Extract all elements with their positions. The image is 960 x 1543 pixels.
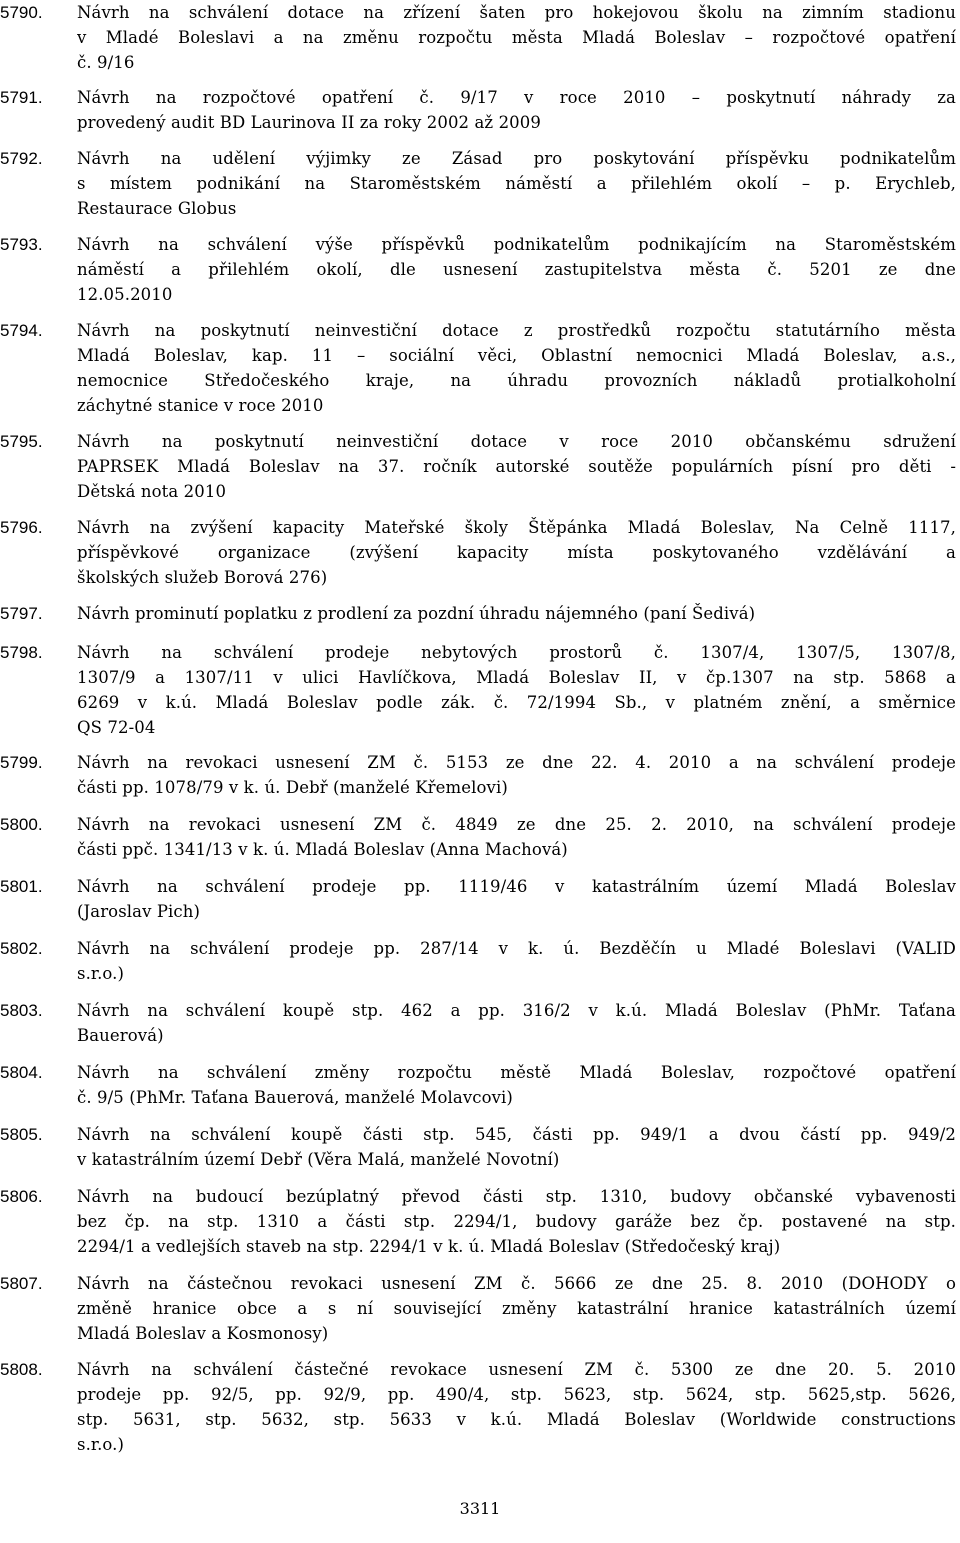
agenda-item-text xyxy=(77,640,956,740)
agenda-item-line: Návrh na schválení koupě části stp. 545, části pp. 949/1 a dvou částí pp. 949/2 xyxy=(77,1125,956,1144)
agenda-item-text xyxy=(77,750,956,800)
agenda-item-line: Restaurace Globus xyxy=(77,199,237,218)
agenda-item-line: příspěvkové organizace (zvýšení kapacity místa poskytovaného vzdělávání a xyxy=(77,543,956,562)
agenda-item xyxy=(0,601,956,626)
agenda-item xyxy=(0,640,956,740)
agenda-item-number: 5806. xyxy=(0,1187,43,1206)
agenda-item-line: části ppč. 1341/13 v k. ú. Mladá Boleslav (Anna Machová) xyxy=(77,840,568,859)
agenda-item-line: Návrh na schválení koupě stp. 462 a pp. 316/2 v k.ú. Mladá Boleslav (PhMr. Taťana xyxy=(77,1001,956,1020)
agenda-item-line: prodeje pp. 92/5, pp. 92/9, pp. 490/4, stp. 5623, stp. 5624, stp. 5625,stp. 5626, xyxy=(77,1385,956,1404)
agenda-item-line: části pp. 1078/79 v k. ú. Debř (manželé Křemelovi) xyxy=(77,778,508,797)
agenda-item-number: 5808. xyxy=(0,1360,43,1379)
agenda-item-line: Návrh na budoucí bezúplatný převod části stp. 1310, budovy občanské vybavenosti xyxy=(77,1187,956,1206)
agenda-item-line: změně hranice obce a s ní související změny katastrální hranice katastrálních území xyxy=(77,1299,956,1318)
agenda-item xyxy=(0,0,956,75)
agenda-item-number: 5796. xyxy=(0,518,43,537)
agenda-item-text xyxy=(77,874,956,924)
agenda-item-line: Návrh na schválení prodeje nebytových prostorů č. 1307/4, 1307/5, 1307/8, xyxy=(77,643,956,662)
agenda-item-line: Návrh na revokaci usnesení ZM č. 5153 ze dne 22. 4. 2010 a na schválení prodeje xyxy=(77,753,956,772)
agenda-item-text xyxy=(77,232,956,307)
agenda-item-text xyxy=(77,146,956,221)
agenda-item-line: Návrh na poskytnutí neinvestiční dotace v roce 2010 občanskému sdružení xyxy=(77,432,956,451)
agenda-item xyxy=(0,998,956,1048)
agenda-item-line: Mladá Boleslav, kap. 11 – sociální věci, Oblastní nemocnici Mladá Boleslav, a.s., xyxy=(77,346,956,365)
agenda-item-line: záchytné stanice v roce 2010 xyxy=(77,396,324,415)
agenda-item xyxy=(0,750,956,800)
agenda-item-line: Návrh na poskytnutí neinvestiční dotace z prostředků rozpočtu statutárního města xyxy=(77,321,956,340)
agenda-item xyxy=(0,85,956,135)
page-number: 3311 xyxy=(459,1499,501,1518)
agenda-item-text xyxy=(77,429,956,504)
agenda-item-text xyxy=(77,1357,956,1457)
agenda-item-line: Bauerová) xyxy=(77,1026,164,1045)
agenda-item xyxy=(0,318,956,418)
agenda-item xyxy=(0,515,956,590)
agenda-item-text xyxy=(77,0,956,75)
agenda-item-text xyxy=(77,936,956,986)
agenda-item-line: Návrh na udělení výjimky ze Zásad pro poskytování příspěvku podnikatelům xyxy=(77,149,956,168)
agenda-item-line: stp. 5631, stp. 5632, stp. 5633 v k.ú. Mladá Boleslav (Worldwide constructions xyxy=(77,1410,956,1429)
agenda-item-line: bez čp. na stp. 1310 a části stp. 2294/1, budovy garáže bez čp. postavené na stp. xyxy=(77,1212,956,1231)
agenda-item-line: Návrh na schválení výše příspěvků podnikatelům podnikajícím na Staroměstském xyxy=(77,235,956,254)
agenda-item-line: Návrh na revokaci usnesení ZM č. 4849 ze dne 25. 2. 2010, na schválení prodeje xyxy=(77,815,956,834)
agenda-item-line: školských služeb Borová 276) xyxy=(77,568,328,587)
agenda-item-line: s.r.o.) xyxy=(77,1435,125,1454)
agenda-item xyxy=(0,232,956,307)
agenda-item-line: č. 9/5 (PhMr. Taťana Bauerová, manželé Molavcovi) xyxy=(77,1088,513,1107)
agenda-item-number: 5794. xyxy=(0,321,43,340)
agenda-item-line: Návrh na schválení prodeje pp. 1119/46 v katastrálním území Mladá Boleslav xyxy=(77,877,956,896)
agenda-item-number: 5792. xyxy=(0,149,43,168)
agenda-item xyxy=(0,874,956,924)
agenda-item-line: Návrh na schválení dotace na zřízení šaten pro hokejovou školu na zimním stadionu xyxy=(77,3,956,22)
agenda-item-number: 5791. xyxy=(0,88,43,107)
agenda-item-number: 5803. xyxy=(0,1001,43,1020)
agenda-item-line: Návrh na schválení změny rozpočtu městě Mladá Boleslav, rozpočtové opatření xyxy=(77,1063,956,1082)
agenda-item xyxy=(0,1357,956,1457)
agenda-item xyxy=(0,1122,956,1172)
agenda-item-text xyxy=(77,812,956,862)
agenda-item xyxy=(0,1060,956,1110)
agenda-item-number: 5799. xyxy=(0,753,43,772)
agenda-item-line: v katastrálním území Debř (Věra Malá, manželé Novotní) xyxy=(77,1150,560,1169)
agenda-item-text xyxy=(77,998,956,1048)
agenda-item-number: 5807. xyxy=(0,1274,43,1293)
agenda-item-line: 2294/1 a vedlejších staveb na stp. 2294/1 v k. ú. Mladá Boleslav (Středočeský kraj) xyxy=(77,1237,781,1256)
agenda-item-number: 5804. xyxy=(0,1063,43,1082)
agenda-item-line: 6269 v k.ú. Mladá Boleslav podle zák. č. 72/1994 Sb., v platném znění, a směrnice xyxy=(77,693,956,712)
agenda-item-line: 1307/9 a 1307/11 v ulici Havlíčkova, Mladá Boleslav II, v čp.1307 na stp. 5868 a xyxy=(77,668,956,687)
agenda-item-text xyxy=(77,515,956,590)
agenda-item-line: Dětská nota 2010 xyxy=(77,482,227,501)
agenda-item-line: nemocnice Středočeského kraje, na úhradu provozních nákladů protialkoholní xyxy=(77,371,956,390)
agenda-item-line: v Mladé Boleslavi a na změnu rozpočtu města Mladá Boleslav – rozpočtové opatření xyxy=(77,28,956,47)
agenda-item xyxy=(0,936,956,986)
agenda-item-line: Návrh na částečnou revokaci usnesení ZM č. 5666 ze dne 25. 8. 2010 (DOHODY o xyxy=(77,1274,956,1293)
agenda-item-number: 5800. xyxy=(0,815,43,834)
agenda-item xyxy=(0,1184,956,1259)
agenda-item-line: Návrh na rozpočtové opatření č. 9/17 v roce 2010 – poskytnutí náhrady za xyxy=(77,88,956,107)
agenda-item-text xyxy=(77,1271,956,1346)
agenda-item-line: PAPRSEK Mladá Boleslav na 37. ročník autorské soutěže populárních písní pro děti - xyxy=(77,457,956,476)
agenda-item xyxy=(0,812,956,862)
agenda-item-line: Návrh na zvýšení kapacity Mateřské školy Štěpánka Mladá Boleslav, Na Celně 1117, xyxy=(77,518,956,537)
agenda-item-line: Návrh na schválení částečné revokace usnesení ZM č. 5300 ze dne 20. 5. 2010 xyxy=(77,1360,956,1379)
agenda-item-line: 12.05.2010 xyxy=(77,285,173,304)
agenda-item-number: 5793. xyxy=(0,235,43,254)
agenda-item xyxy=(0,1271,956,1346)
agenda-item-number: 5795. xyxy=(0,432,43,451)
agenda-item-line: provedený audit BD Laurinova II za roky 2002 až 2009 xyxy=(77,113,541,132)
agenda-item-line: Návrh prominutí poplatku z prodlení za pozdní úhradu nájemného (paní Šedivá) xyxy=(77,604,756,623)
agenda-item-line: s místem podnikání na Staroměstském náměstí a přilehlém okolí – p. Erychleb, xyxy=(77,174,956,193)
agenda-item xyxy=(0,429,956,504)
agenda-item-line: s.r.o.) xyxy=(77,964,125,983)
agenda-item-line: Návrh na schválení prodeje pp. 287/14 v k. ú. Bezděčín u Mladé Boleslavi (VALID xyxy=(77,939,956,958)
agenda-item-number: 5805. xyxy=(0,1125,43,1144)
agenda-item-text xyxy=(77,1184,956,1259)
agenda-item-text xyxy=(77,601,956,626)
agenda-item-line: (Jaroslav Pich) xyxy=(77,902,201,921)
agenda-item-line: QS 72-04 xyxy=(77,718,156,737)
agenda-item-number: 5801. xyxy=(0,877,43,896)
agenda-item-number: 5797. xyxy=(0,604,43,623)
agenda-item-line: Mladá Boleslav a Kosmonosy) xyxy=(77,1324,329,1343)
agenda-item-text xyxy=(77,1122,956,1172)
agenda-item-text xyxy=(77,1060,956,1110)
agenda-item-number: 5802. xyxy=(0,939,43,958)
agenda-item-line: č. 9/16 xyxy=(77,53,135,72)
agenda-item xyxy=(0,146,956,221)
agenda-item-number: 5798. xyxy=(0,643,43,662)
agenda-item-text xyxy=(77,85,956,135)
agenda-item-number: 5790. xyxy=(0,3,43,22)
agenda-item-line: náměstí a přilehlém okolí, dle usnesení zastupitelstva města č. 5201 ze dne xyxy=(77,260,956,279)
agenda-item-text xyxy=(77,318,956,418)
